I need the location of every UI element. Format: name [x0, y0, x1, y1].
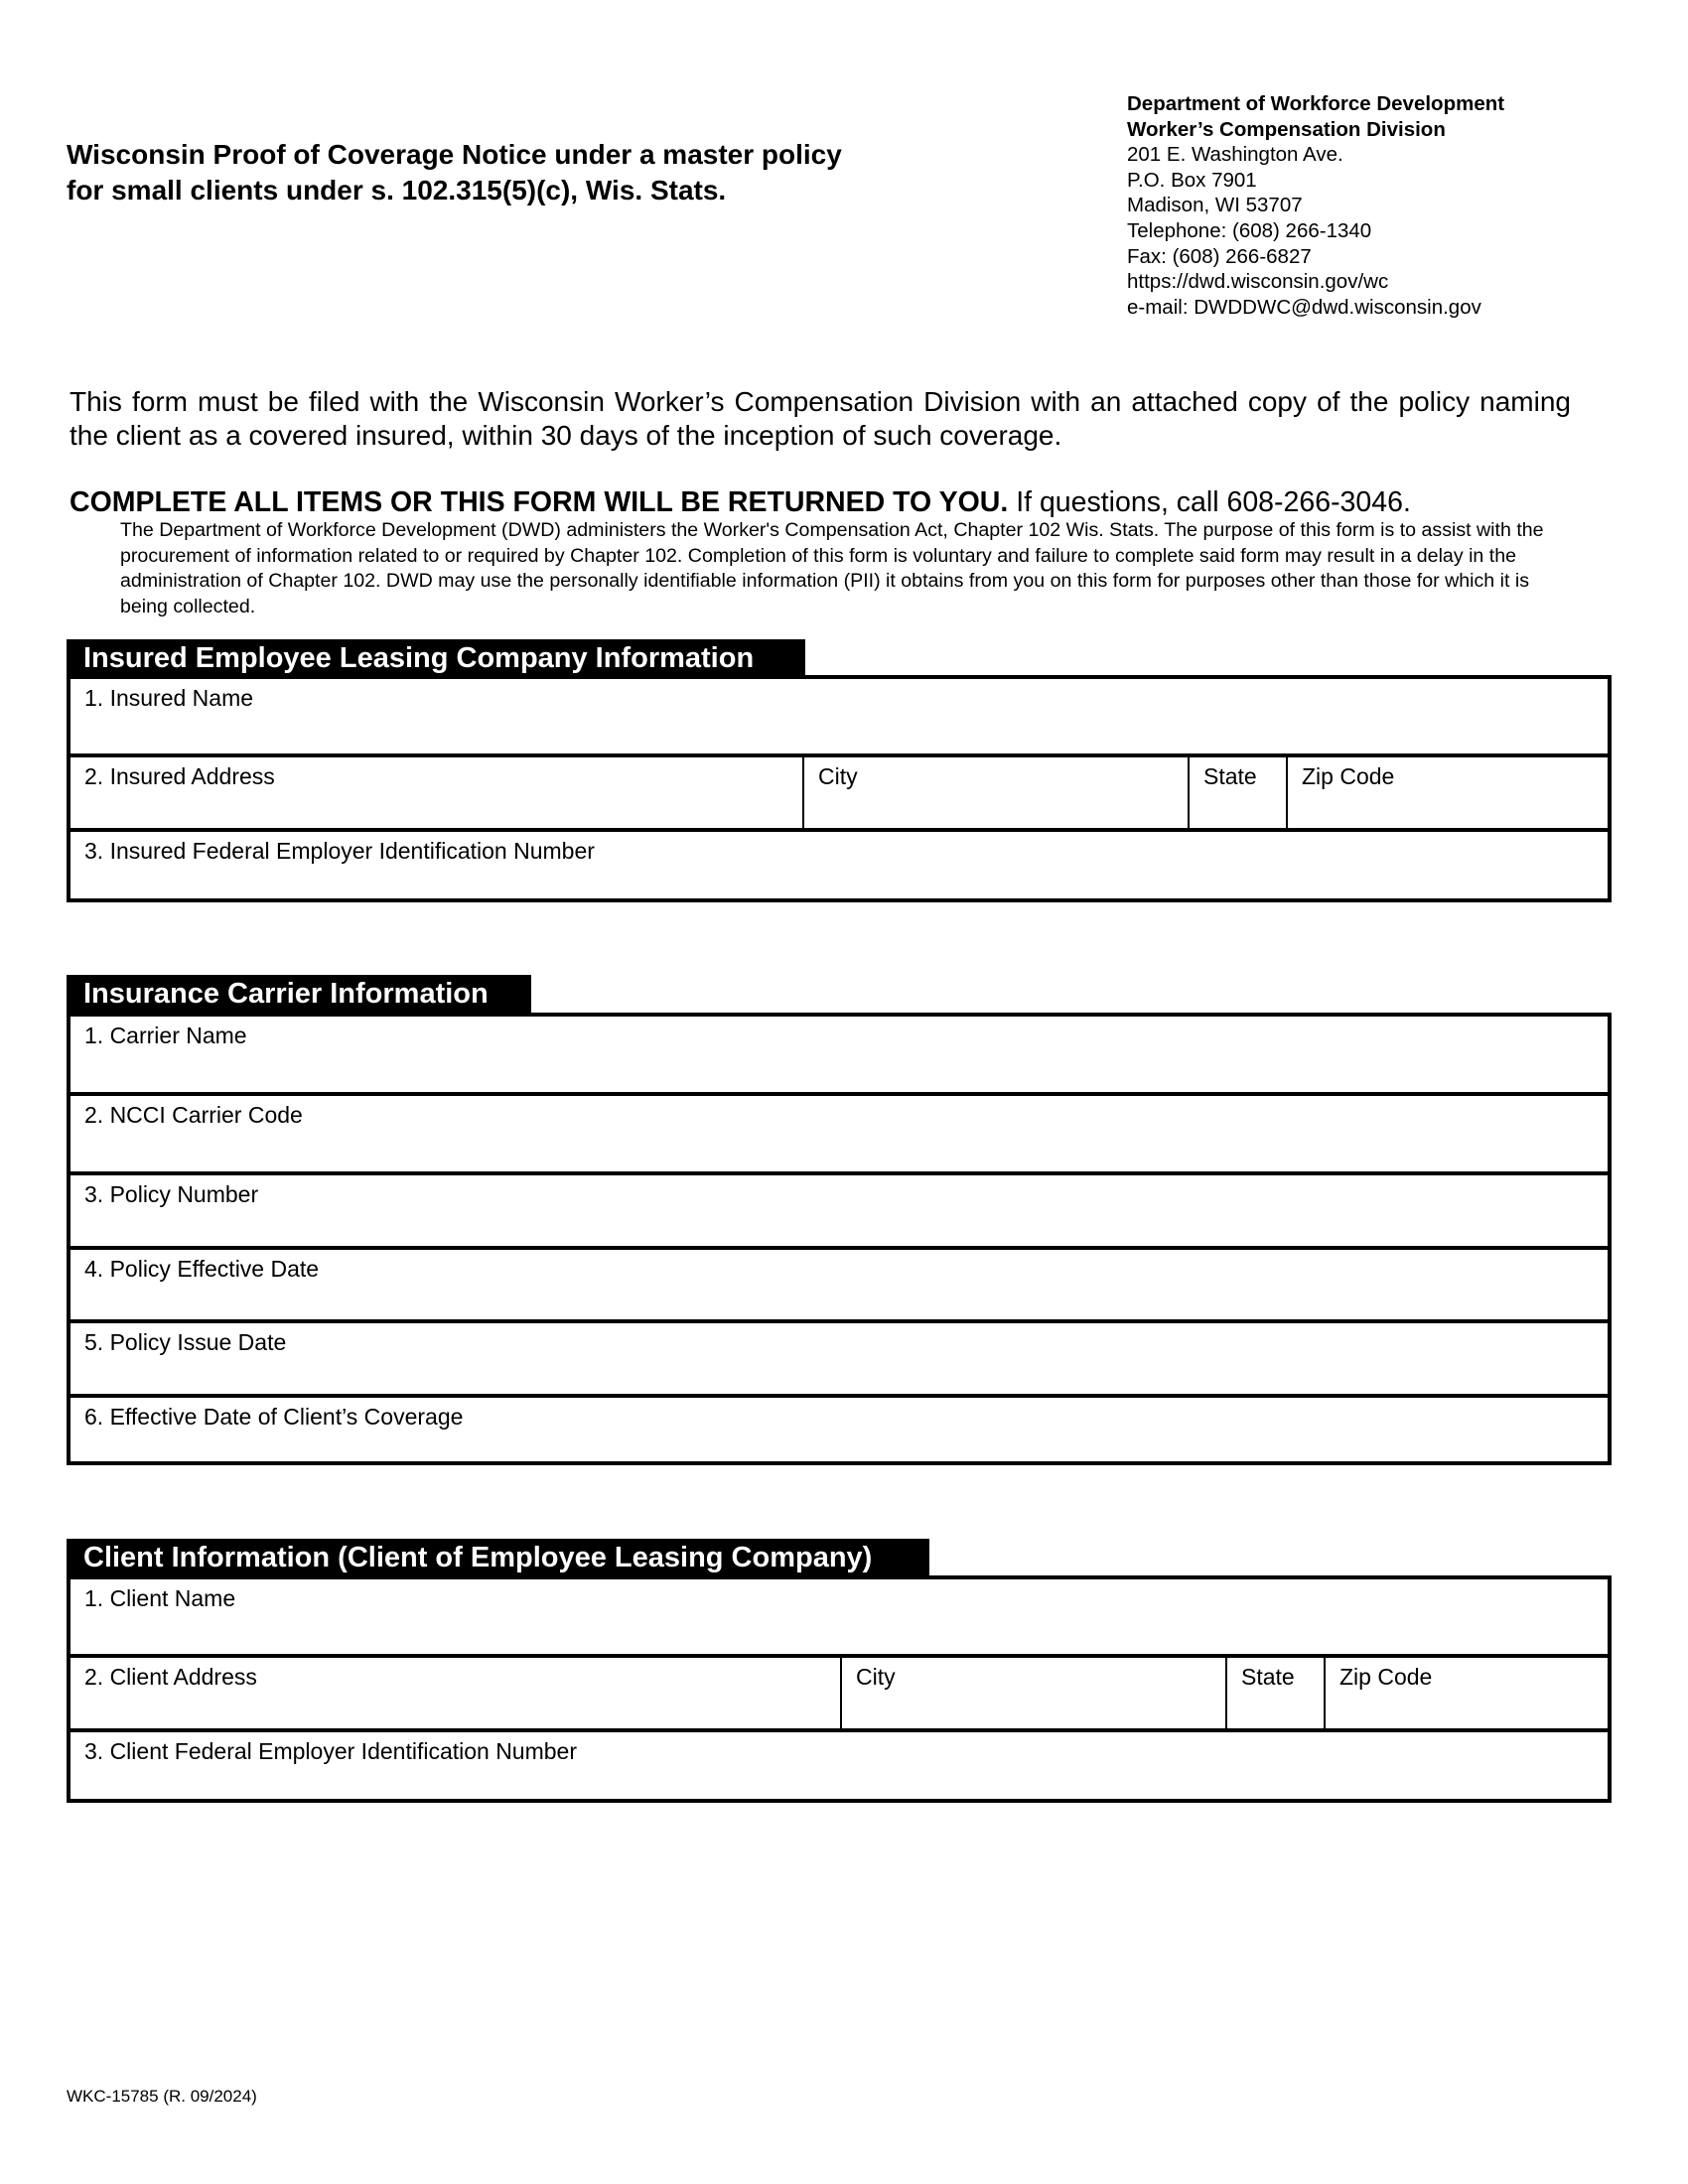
agency-address-block	[1127, 91, 1504, 320]
insured-name-label: 1. Insured Name	[84, 685, 254, 711]
policy-number-field[interactable]	[70, 1175, 1608, 1246]
client-address-label: 2. Client Address	[84, 1664, 257, 1690]
department-name: Department of Workforce Development	[1127, 92, 1505, 115]
policy-issue-date-field[interactable]	[70, 1323, 1608, 1394]
client-fein-label: 3. Client Federal Employer Identification Number	[84, 1738, 578, 1764]
insured-state-field[interactable]	[1188, 757, 1286, 828]
section-header-carrier: Insurance Carrier Information	[67, 975, 531, 1015]
client-address-field[interactable]	[70, 1658, 840, 1728]
questions-phone: If questions, call 608-266-3046.	[1008, 486, 1411, 518]
ncci-code-field[interactable]	[70, 1096, 1608, 1171]
insured-section-box	[67, 675, 1612, 902]
client-section-box	[67, 1575, 1612, 1803]
email-link[interactable]: e-mail: DWDDWC@dwd.wisconsin.gov	[1127, 295, 1481, 319]
client-coverage-date-field[interactable]	[70, 1398, 1608, 1461]
insured-city-label: City	[818, 763, 858, 789]
insured-zip-field[interactable]	[1286, 757, 1608, 828]
client-zip-label: Zip Code	[1339, 1664, 1433, 1690]
insured-city-field[interactable]	[802, 757, 1188, 828]
complete-warning: COMPLETE ALL ITEMS OR THIS FORM WILL BE RETURNED TO YOU.	[70, 486, 1009, 518]
po-box: P.O. Box 7901	[1127, 168, 1257, 192]
policy-number-label: 3. Policy Number	[84, 1181, 259, 1207]
telephone: Telephone: (608) 266-1340	[1127, 218, 1372, 242]
carrier-name-label: 1. Carrier Name	[84, 1023, 247, 1048]
insured-address-field[interactable]	[70, 757, 802, 828]
client-fein-field[interactable]	[70, 1732, 1608, 1799]
form-number: WKC-15785 (R. 09/2024)	[67, 2087, 257, 2106]
city-state-zip: Madison, WI 53707	[1127, 194, 1303, 217]
policy-issue-date-label: 5. Policy Issue Date	[84, 1329, 287, 1355]
insured-state-label: State	[1203, 763, 1257, 789]
privacy-notice: The Department of Workforce Development (DWD) administers the Worker's Compensation Act, Chapter 102 Wis. Stats. The purpose of this form is to assist with the procurement of information related to or required by Chapter 102. Completion of this form is voluntary and failure to complete said form may result in a delay in the administration of Chapter 102. DWD may use the personally identifiable information (PII) it obtains from you on this form for purposes other than those for which it is being collected.	[120, 519, 1544, 618]
section-header-client: Client Information (Client of Employee Leasing Company)	[67, 1539, 929, 1577]
policy-effective-date-label: 4. Policy Effective Date	[84, 1256, 320, 1282]
title-line-2: for small clients under s. 102.315(5)(c), Wis. Stats.	[67, 175, 727, 205]
client-city-label: City	[856, 1664, 896, 1690]
intro-text: This form must be filed with the Wisconsin Worker’s Compensation Division with an attached copy of the policy naming the client as a covered insured, within 30 days of the inception of such coverage.	[70, 386, 1571, 451]
client-coverage-date-label: 6. Effective Date of Client’s Coverage	[84, 1404, 464, 1430]
client-city-field[interactable]	[840, 1658, 1225, 1728]
section-header-insured: Insured Employee Leasing Company Information	[67, 639, 805, 677]
street: 201 E. Washington Ave.	[1127, 143, 1343, 167]
complete-notice	[70, 484, 1411, 520]
client-state-label: State	[1241, 1664, 1295, 1690]
insured-fein-label: 3. Insured Federal Employer Identification Number	[84, 838, 595, 864]
insured-name-field[interactable]	[70, 679, 1608, 753]
title-line-1: Wisconsin Proof of Coverage Notice under a master policy	[67, 139, 842, 170]
insured-zip-label: Zip Code	[1302, 763, 1395, 789]
carrier-section-box	[67, 1013, 1612, 1465]
carrier-name-field[interactable]	[70, 1017, 1608, 1092]
insured-fein-field[interactable]	[70, 832, 1608, 898]
ncci-code-label: 2. NCCI Carrier Code	[84, 1102, 303, 1128]
division-name: Worker’s Compensation Division	[1127, 117, 1446, 141]
client-state-field[interactable]	[1225, 1658, 1324, 1728]
client-zip-field[interactable]	[1324, 1658, 1608, 1728]
website-link[interactable]: https://dwd.wisconsin.gov/wc	[1127, 270, 1389, 294]
policy-effective-date-field[interactable]	[70, 1250, 1608, 1319]
fax: Fax: (608) 266-6827	[1127, 244, 1312, 268]
form-title	[67, 137, 842, 208]
insured-address-label: 2. Insured Address	[84, 763, 275, 789]
client-name-label: 1. Client Name	[84, 1585, 236, 1611]
client-name-field[interactable]	[70, 1579, 1608, 1654]
